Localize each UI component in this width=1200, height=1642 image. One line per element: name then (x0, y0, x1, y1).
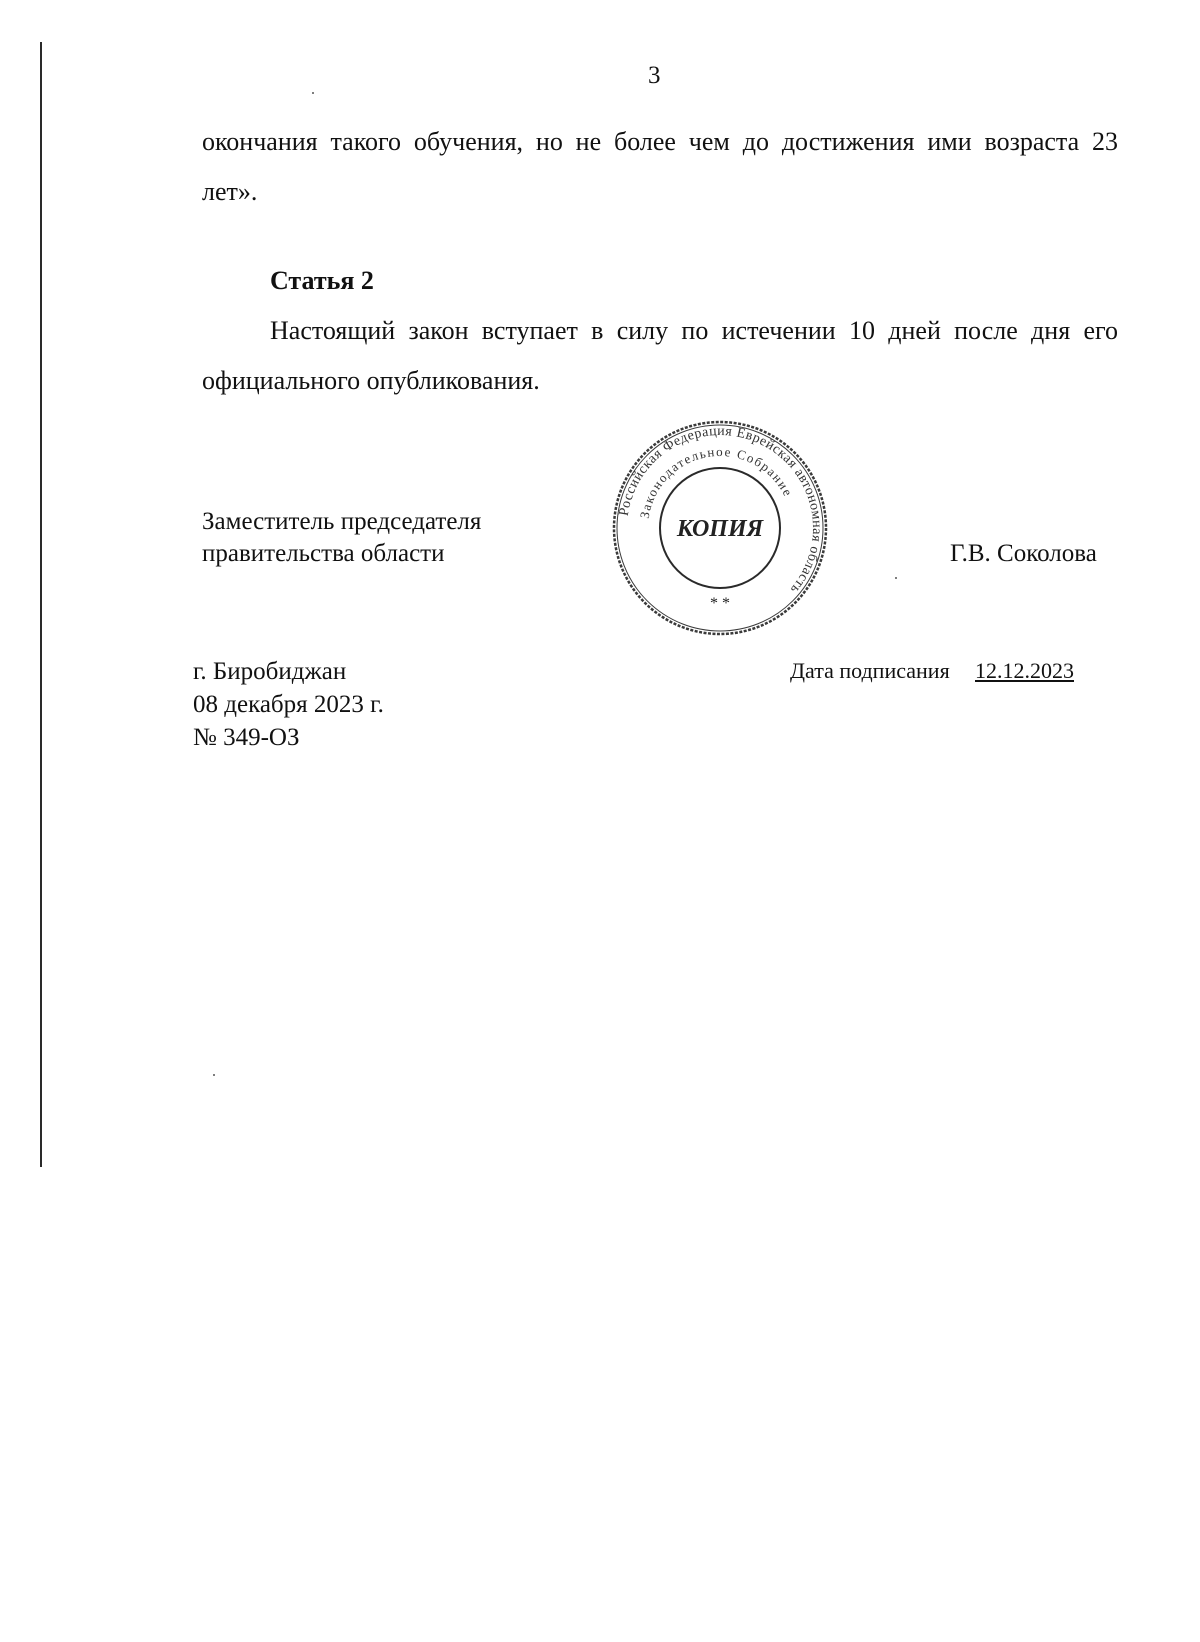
scan-speck (213, 1074, 215, 1076)
stamp-stars: * * (710, 595, 730, 612)
left-margin-line (40, 42, 42, 1167)
page-number: 3 (648, 62, 661, 89)
body-line-1: окончания такого обучения, но не более чем до достижения ими возраста 23 (202, 127, 1118, 156)
stamp-center-text: КОПИЯ (676, 516, 764, 542)
stamp-outer-text-path: Российская Федерация Еврейская автономная область (616, 423, 825, 597)
footer-date: 08 декабря 2023 г. (193, 691, 384, 718)
signer-name: Г.В. Соколова (950, 540, 1097, 567)
scan-speck (895, 577, 897, 579)
official-stamp (610, 418, 830, 638)
scan-speck (312, 92, 314, 94)
stamp-inner-text-path: Законодательное Собрание (636, 443, 797, 520)
signer-position-line-1: Заместитель председателя (202, 508, 482, 535)
footer-place: г. Биробиджан (193, 658, 347, 685)
body-line-2: лет». (202, 177, 258, 206)
body-line-3: Настоящий закон вступает в силу по истечении 10 дней после дня его (270, 316, 1118, 345)
body-line-4: официального опубликования. (202, 366, 540, 395)
footer-law-number: № 349-ОЗ (193, 724, 300, 751)
signing-date-value: 12.12.2023 (975, 658, 1074, 683)
signer-position-line-2: правительства области (202, 540, 445, 567)
article-heading: Статья 2 (270, 266, 374, 295)
signing-date-label: Дата подписания (790, 658, 950, 683)
